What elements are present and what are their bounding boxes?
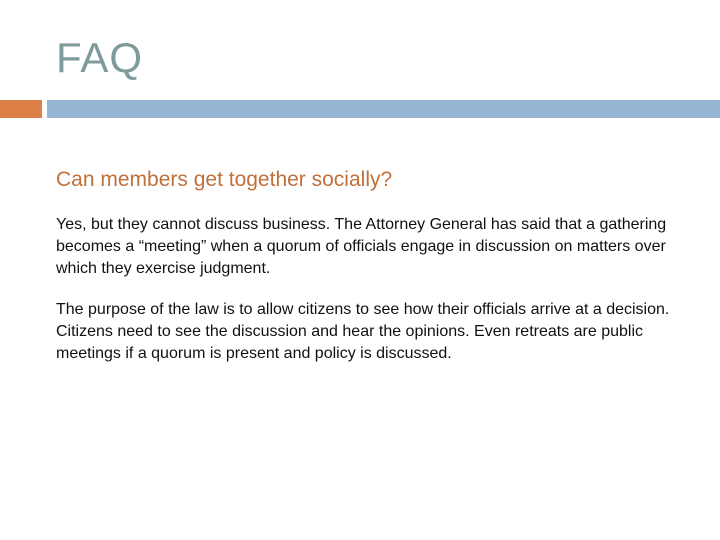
- slide-title: FAQ: [56, 34, 144, 81]
- faq-answer-paragraph-2: The purpose of the law is to allow citizens to see how their officials arrive at a decision. Citizens need to see the discussion and hear the opinions. Even retreats are public meetings if a quorum is present and policy is discussed.: [56, 301, 670, 362]
- faq-answer-paragraph-1: Yes, but they cannot discuss business. The Attorney General has said that a gathering becomes a “meeting” when a quorum of officials engage in discussion on matters over which they exercise judgment.: [56, 216, 667, 277]
- slide-content: [56, 166, 696, 384]
- faq-question: Can members get together socially?: [56, 168, 393, 191]
- accent-bar-orange: [0, 100, 42, 118]
- accent-bar-blue: [47, 100, 720, 118]
